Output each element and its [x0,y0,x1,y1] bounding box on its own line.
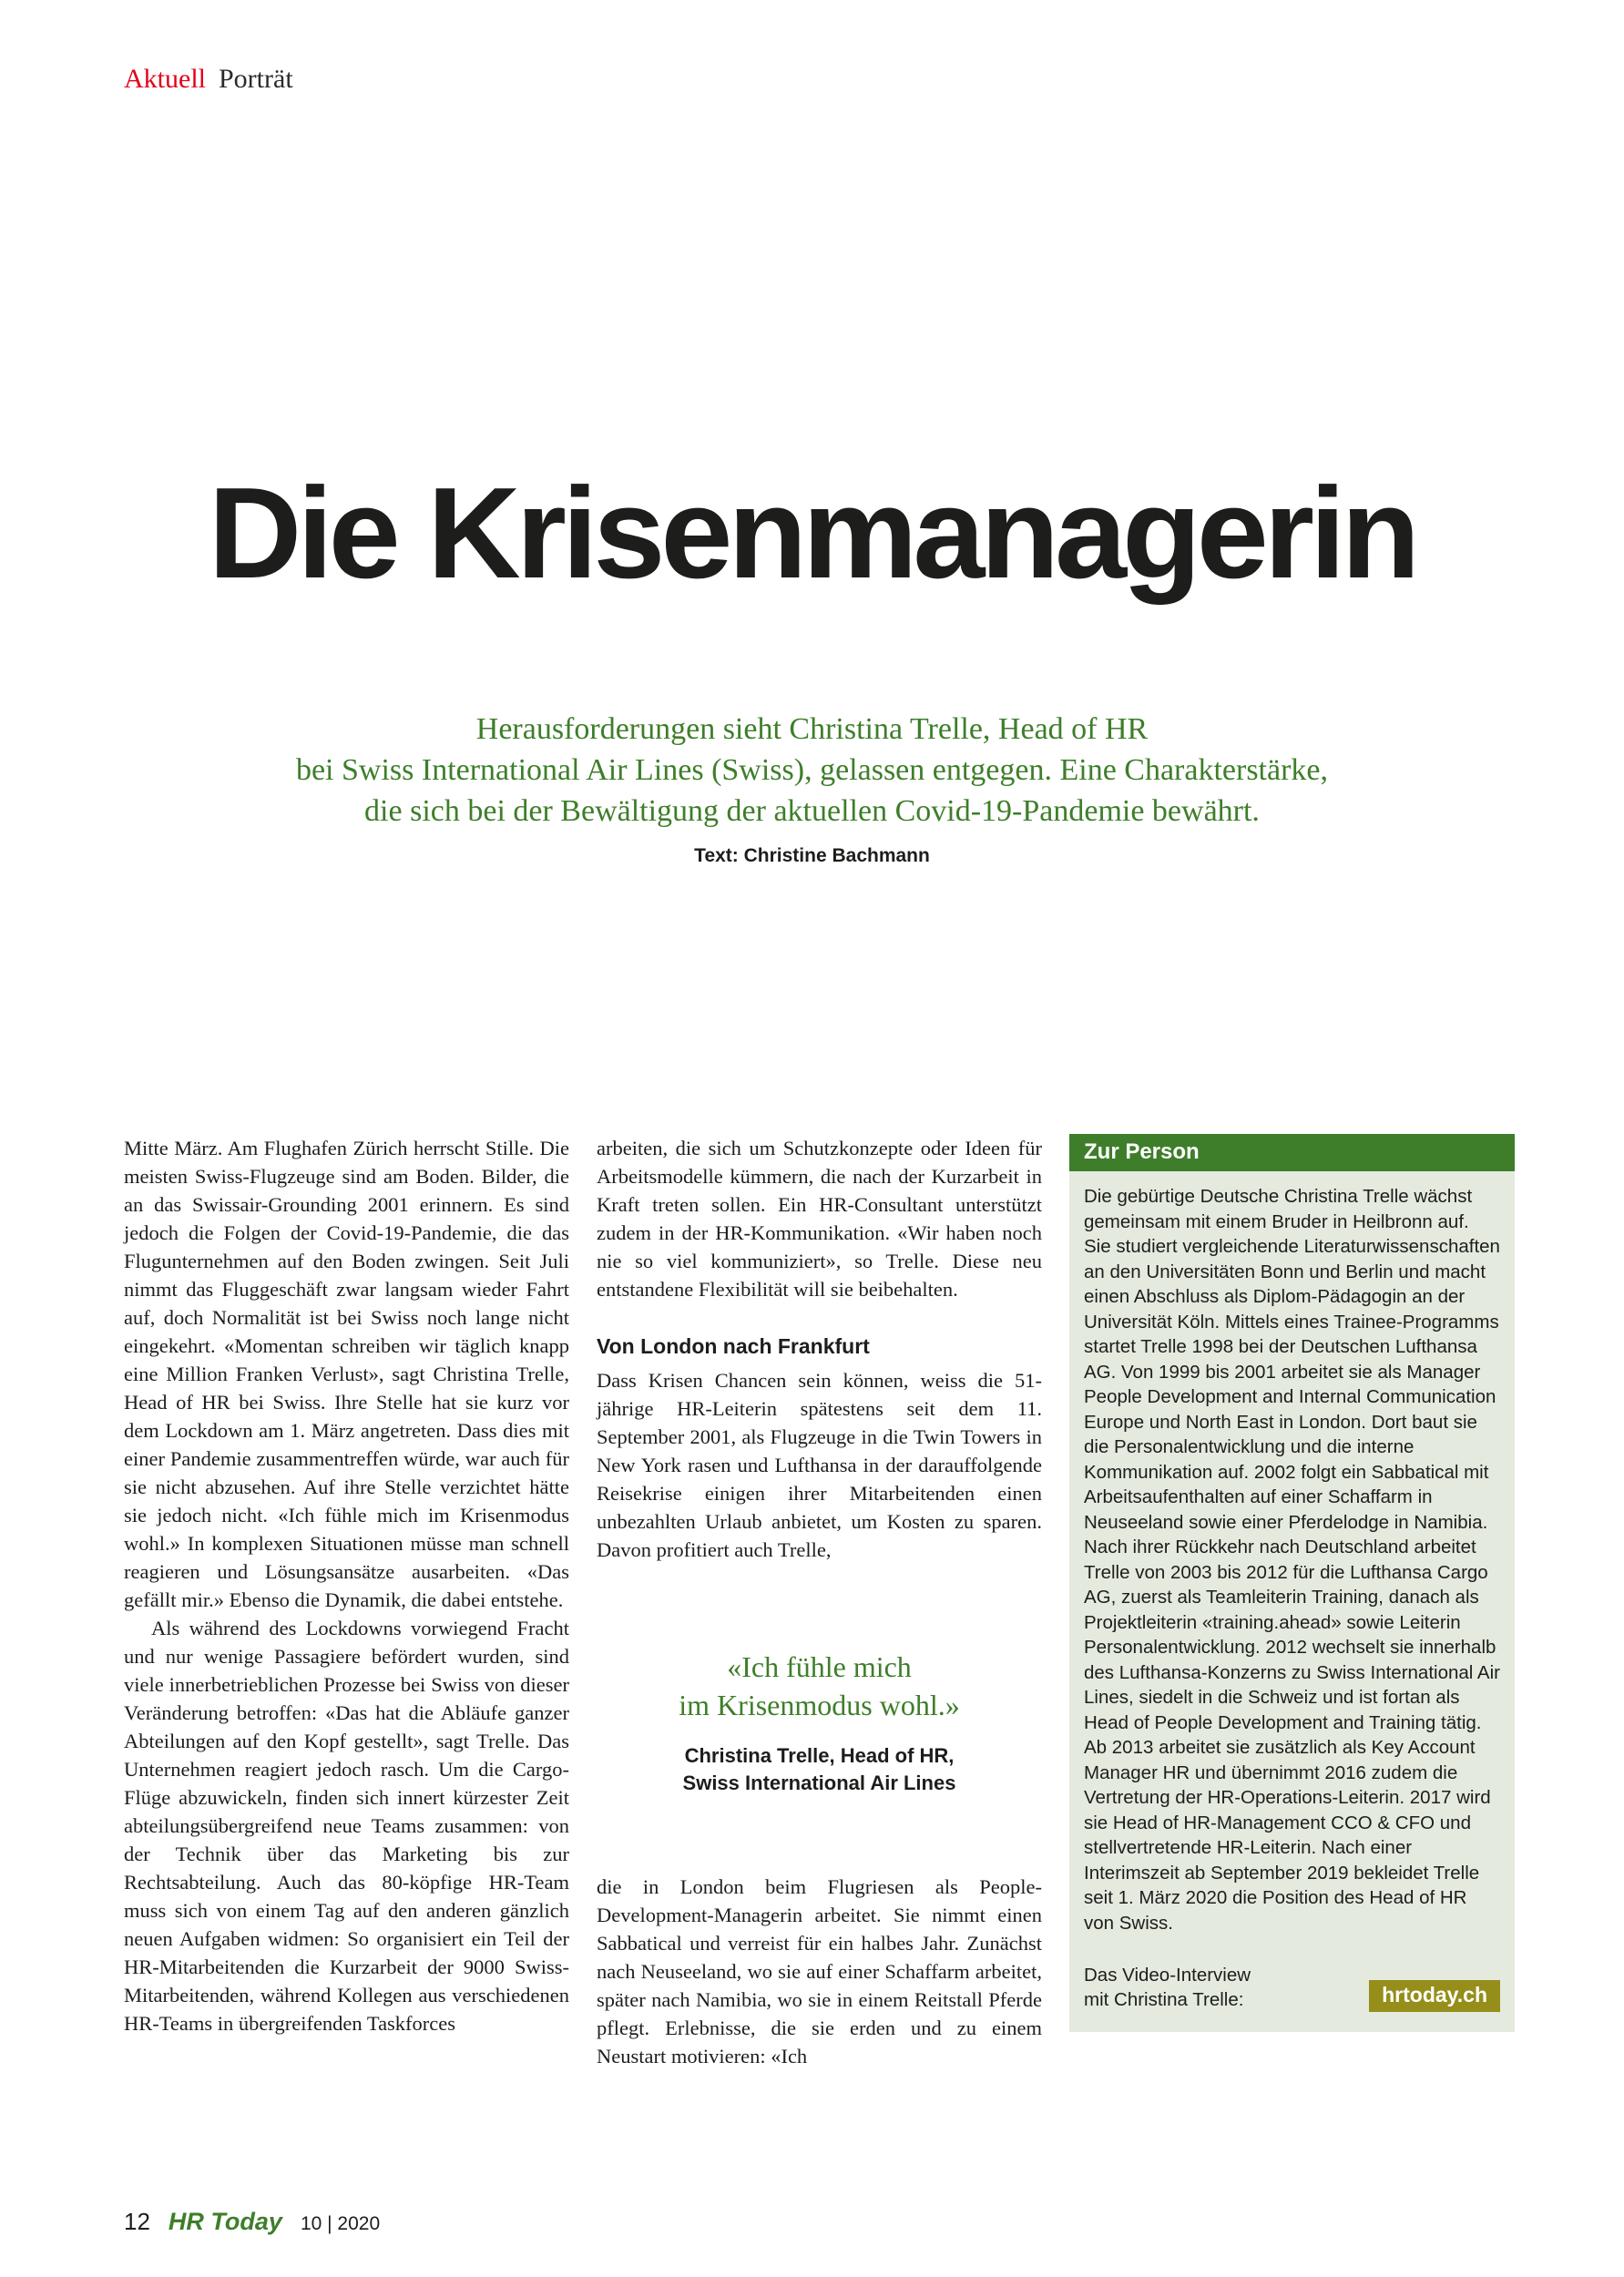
video-interview-label-line-2: mit Christina Trelle: [1084,1989,1244,2010]
paragraph: Dass Krisen Chancen sein können, weiss die 51-jährige HR-Leiterin spätestens seit dem 11. September 2001, als Flugzeuge in die Twin Towers in New York rasen und Lufthansa in der darauffolgende Reisekrise einigen ihrer Mitarbeitenden einen unbezahlten Urlaub anbietet, um Kosten zu sparen. Davon profitiert auch Trelle, [597,1369,1042,1561]
byline: Text: Christine Bachmann [694,845,930,866]
article-column-1 [124,1134,569,2037]
zur-person-sidebar [1069,1134,1515,2032]
lead-line-1: Herausforderungen sieht Christina Trelle, Head of HR [475,712,1149,746]
lead-line-2: bei Swiss International Air Lines (Swiss), gelassen entgegen. Eine Charakterstärke, [295,753,1329,788]
subheading: Von London nach Frankfurt [597,1334,870,1358]
issue-number: 10 | 2020 [300,2213,381,2234]
article-column-2 [597,1134,1042,2070]
hrtoday-link-badge[interactable]: hrtoday.ch [1369,1980,1500,2012]
magazine-logo: HR Today [168,2208,282,2235]
pull-quote-line-2: im Krisenmodus wohl.» [679,1689,960,1722]
article-headline: Die Krisenmanagerin [208,461,1416,606]
video-interview-label-line-1: Das Video-Interview [1084,1965,1251,1986]
video-interview-label [1084,1963,1251,2012]
article-lead [120,709,1505,832]
pull-quote-attribution-line-2: Swiss International Air Lines [682,1771,956,1794]
sidebar-bio-text: Die gebürtige Deutsche Christina Trelle wächst gemeinsam mit einem Bruder in Heilbronn auf. Sie studiert vergleichende Literaturwissenschaften an den Universitäten Bonn und Berlin und macht einen Abschluss als Diplom-Pädagogin an der Universität Köln. Mittels eines Trainee-Programms startet Trelle 1998 bei der Deutschen Lufthansa AG. Von 1999 bis 2001 arbeitet sie als Manager People Development and Internal Communication Europe und North East in London. Dort baut sie die Personalentwicklung und die interne Kommunikation auf. 2002 folgt ein Sabbatical mit Arbeitsaufenthalten auf einer Schaffarm in Neuseeland sowie einer Pferdelodge in Namibia. Nach ihrer Rückkehr nach Deutschland arbeitet Trelle von 2003 bis 2012 für die Lufthansa Cargo AG, zuerst als Teamleiterin Training, danach als Projektleiterin «training.ahead» sowie Leiterin Personalentwicklung. 2012 wechselt sie innerhalb des Lufthansa-Konzerns zu Swiss International Air Lines, siedelt in die Schweiz und ist fortan als Head of People Development and Training tätig. Ab 2013 arbeitet sie zusätzlich als Key Account Manager HR und übernimmt 2016 zudem die Vertretung der HR-Operations-Leiterin. 2017 wird sie Head of HR-Management CCO & CFO und stellvertretende HR-Leiterin. Nach einer Interimszeit ab September 2019 bekleidet Trelle seit 1. März 2020 die Position des Head of HR von Swiss. [1084,1186,1500,1934]
paragraph: Als während des Lockdowns vorwiegend Fracht und nur wenige Passagiere befördert wurden, sind viele innerbetrieblichen Prozesse bei Swiss von dieser Veränderung betroffen: «Das hat die Abläufe ganzer Abteilungen auf den Kopf gestellt», sagt Trelle. Das Unternehmen reagiert jedoch rasch. Um die Cargo-Flüge abzuwickeln, finden sich innert kürzester Zeit abteilungsübergreifend neue Teams zusammen: von der Technik über das Marketing bis zur Rechtsabteilung. Auch das 80-köpfige HR-Team muss sich von einem Tag auf den anderen gänzlich neuen Aufgaben widmen: So organisiert ein Teil der HR-Mitarbeitenden die Kurzarbeit der 9000 Swiss-Mitarbeitenden, während Kollegen aus verschiedenen HR-Teams in übergreifenden Taskforces [124,1617,569,2035]
video-interview-row [1084,1963,1500,2012]
sidebar-content [1069,1171,1515,2032]
paragraph: die in London beim Flugriesen als People-Development-Managerin arbeitet. Sie nimmt einen Sabbatical und verreist für ein halbes Jahr. Zunächst nach Neuseeland, wo sie auf einer Schaffarm arbeitet, später nach Namibia, wo sie in einem Reitstall Pferde pflegt. Erlebnisse, die sie erden und zu einem Neustart motivieren: «Ich [597,1874,1042,2068]
pull-quote-attribution-line-1: Christina Trelle, Head of HR, [684,1744,955,1768]
article-body [124,1134,1516,2070]
page-number: 12 [124,2208,150,2235]
sidebar-title: Zur Person [1069,1134,1515,1171]
kicker [124,64,293,95]
paragraph: arbeiten, die sich um Schutzkonzepte oder Ideen für Arbeitsmodelle kümmern, die nach der Kurzarbeit in Kraft treten sollen. Ein HR-Consultant unterstützt zudem in der HR-Kommunikation. «Wir haben noch nie so viel kommuniziert», so Trelle. Diese neu entstandene Flexibilität will sie beibehalten. [597,1137,1042,1301]
page-footer [124,2208,380,2236]
paragraph: Mitte März. Am Flughafen Zürich herrscht Stille. Die meisten Swiss-Flugzeuge sind am Boden. Bilder, die an das Swissair-Grounding 2001 erinnern. Es sind jedoch die Folgen der Covid-19-Pandemie, die das Flugunternehmen auf den Boden zwingen. Seit Juli nimmt das Fluggeschäft zwar langsam wieder Fahrt auf, doch Normalität ist bei Swiss noch lange nicht eingekehrt. «Momentan schreiben wir täglich knapp eine Million Franken Verlust», sagt Christina Trelle, Head of HR bei Swiss. Ihre Stelle hat sie kurz vor dem Lockdown am 1. März angetreten. Dass dies mit einer Pandemie zusammentreffen würde, war auch für sie nicht abzusehen. Auf ihre Stelle verzichtet hätte sie jedoch nicht. «Ich fühle mich im Krisenmodus wohl.» In komplexen Situationen müsse man schnell reagieren und Lösungsansätze ausarbeiten. «Das gefällt mir.» Ebenso die Dynamik, die dabei entstehe. [124,1137,569,1611]
pull-quote [597,1648,1042,1724]
subsection-label: Porträt [219,64,293,94]
lead-line-3: die sich bei der Bewältigung der aktuellen Covid-19-Pandemie bewährt. [364,794,1260,829]
pull-quote-line-1: «Ich fühle mich [727,1650,912,1683]
section-label: Aktuell [124,64,206,94]
pull-quote-attribution [597,1742,1042,1795]
